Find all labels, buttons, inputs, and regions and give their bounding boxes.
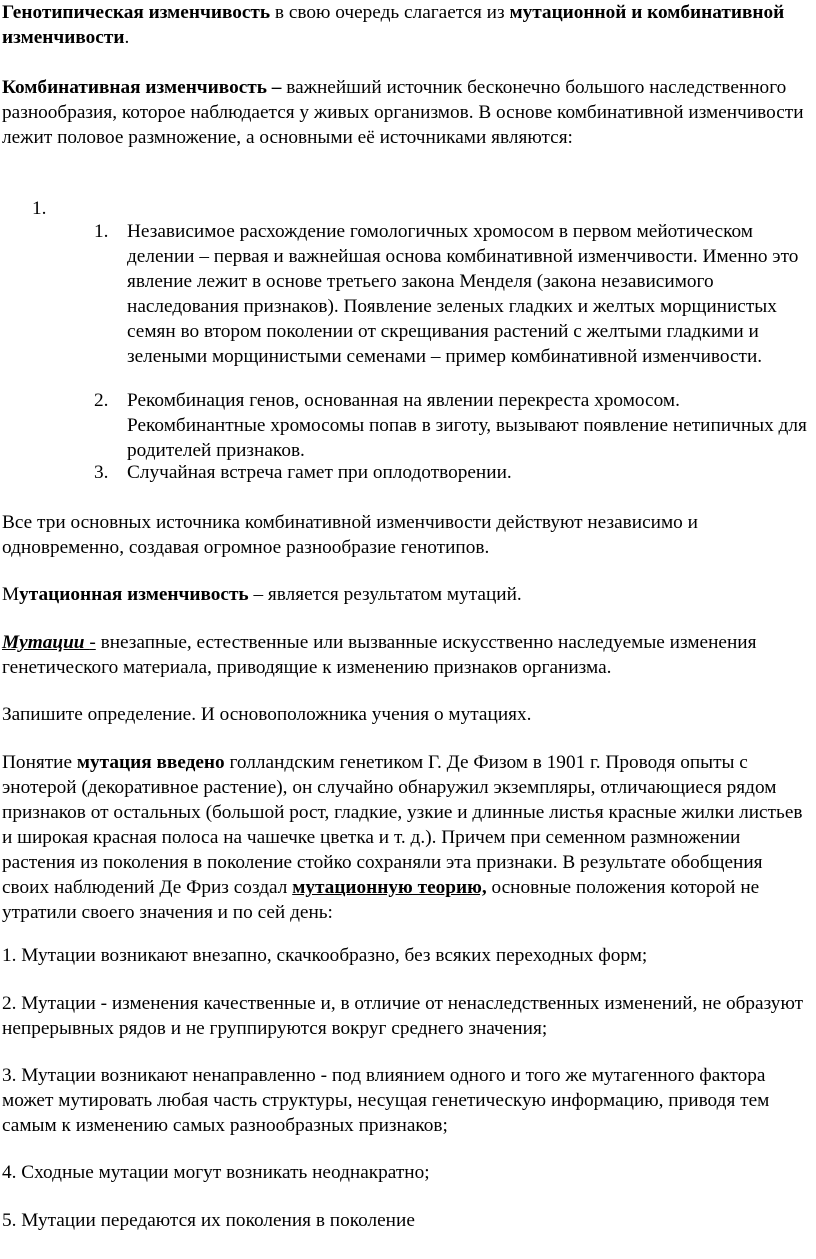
list-item-number: 1. [94, 221, 109, 242]
paragraph-combinative-variability: Комбинативная изменчивость – важнейший источник бесконечно большого наследственного разнообразия, которое наблюдается у живых организмов. В основе комбинативной изменчивости лежит половое размножение, а основными её источниками являются: [2, 77, 804, 148]
paragraph-three-sources: Все три основных источника комбинативной изменчивости действуют независимо и одновременно, создавая огромное разнообразие генотипов. [2, 512, 698, 558]
paragraph-genotypic-variability: Генотипическая изменчивость в свою очередь слагается из мутационной и комбинативной изменчивости. [2, 2, 785, 48]
term-mutational-variability: утационная изменчивость [19, 584, 249, 605]
thesis-3: 3. Мутации возникают ненаправленно - под влиянием одного и того же мутагенного фактора может мутировать любая часть структуры, несущая генетическую информацию, приводя тем самым к изменению самых разнообразных признаков; [2, 1065, 770, 1136]
paragraph-de-vries: Понятие мутация введено голландским генетиком Г. Де Физом в 1901 г. Проводя опыты с энотерой (декоративное растение), он случайно обнаружил экземпляры, отличающиеся рядом признаков от остальных (большой рост, гладкие, узкие и длинные листья красные жилки листьев и широкая красная полоса на чашечке цветка и т. д.). Причем при семенном размножении растения из поколения в поколение стойко сохраняли эта признаки. В результате обобщения своих наблюдений Де Фриз создал мутационную теорию, основные положения которой не утратили своего значения и по сей день: [2, 752, 803, 923]
term-genotypic-variability: Генотипическая изменчивость [2, 2, 271, 23]
thesis-5: 5. Мутации передаются их поколения в поколение [2, 1210, 415, 1231]
term-mutation-introduced: мутация введено [76, 752, 225, 773]
term-mutational-combinative: мутационной и комбинативной изменчивости [2, 2, 785, 48]
list-item-number: 3. [94, 462, 109, 483]
list-item-text: Случайная встреча гамет при оплодотворении. [127, 462, 512, 483]
list-item-text: Рекомбинация генов, основанная на явлении перекреста хромосом. Рекомбинантные хромосомы попав в зиготу, вызывают появление нетипичных для родителей признаков. [127, 390, 807, 461]
thesis-4: 4. Сходные мутации могут возникать неоднакратно; [2, 1162, 430, 1183]
paragraph-task: Запишите определение. И основоположника учения о мутациях. [2, 704, 532, 725]
thesis-2: 2. Мутации - изменения качественные и, в отличие от ненаследственных изменений, не образуют непрерывных рядов и не группируются вокруг среднего значения; [2, 993, 804, 1039]
term-combinative-variability: Комбинативная изменчивость – [2, 77, 282, 98]
term-mutation-theory: мутационную теорию, [292, 877, 487, 898]
list-item-number: 2. [94, 390, 109, 411]
paragraph-mutational-variability: Мутационная изменчивость – является результатом мутаций. [2, 584, 522, 605]
thesis-1: 1. Мутации возникают внезапно, скачкообразно, без всяких переходных форм; [2, 945, 648, 966]
outer-list-number: 1. [32, 198, 47, 219]
list-item-text: Независимое расхождение гомологичных хромосом в первом мейотическом делении – первая и важнейшая основа комбинативной изменчивости. Именно это явление лежит в основе третьего закона Менделя (закона независимого наследования признаков). Появление зеленых гладких и желтых морщинистых семян во втором поколении от скрещивания растений с желтыми гладкими и зелеными морщинистыми семенами – пример комбинативной изменчивости. [127, 221, 799, 367]
term-mutations: Мутации [2, 632, 90, 653]
paragraph-mutations-definition: Мутации - внезапные, естественные или вызванные искусственно наследуемые изменения генетического материала, приводящие к изменению признаков организма. [2, 632, 757, 678]
